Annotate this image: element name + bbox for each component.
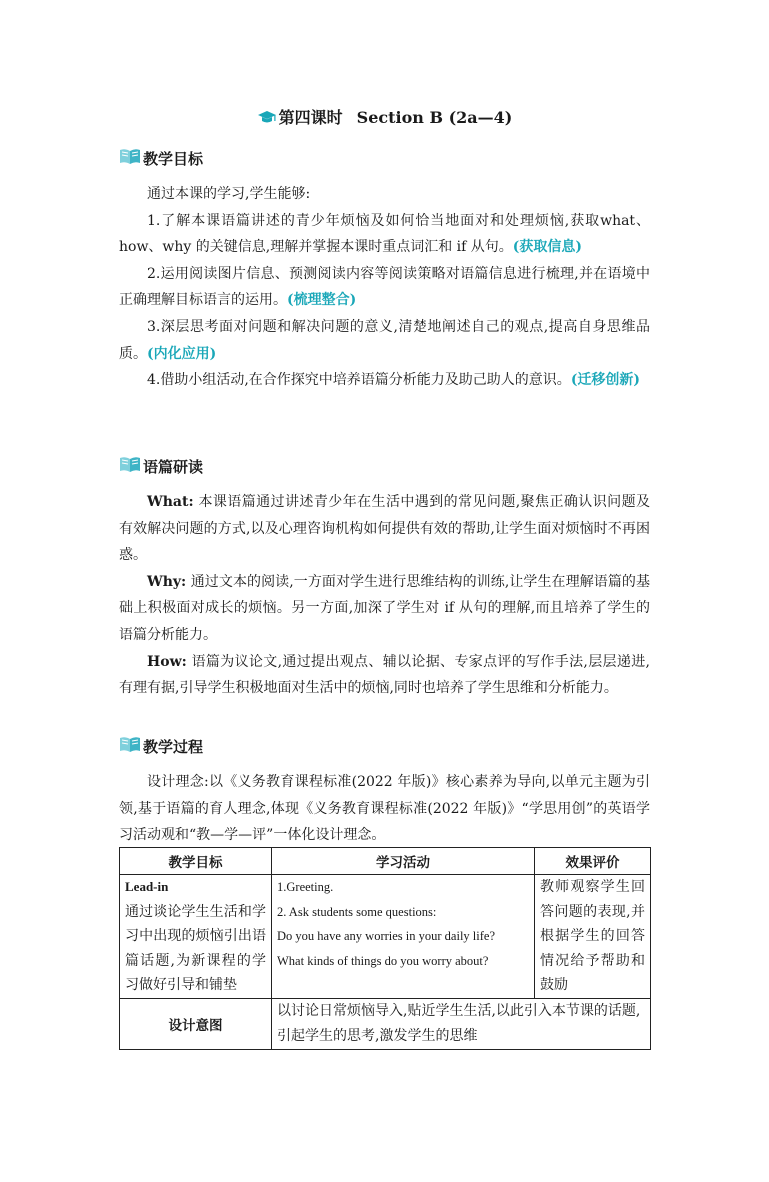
objective-tag-4: (迁移创新) (570, 372, 641, 389)
objectives-intro: 通过本课的学习,学生能够: (147, 186, 311, 202)
process-block (119, 769, 650, 849)
evaluation-cell: 教师观察学生回答问题的表现,并根据学生的回答情况给予帮助和鼓励 (535, 875, 651, 999)
design-intent-text: 以讨论日常烦恼导入,贴近学生生活,以此引入本节课的话题,引起学生的思考,激发学生的思维 (272, 998, 651, 1049)
title-en: Section B (2a—4) (356, 108, 513, 127)
activity-line: 2. Ask students some questions: (277, 904, 437, 919)
objective-item-3: 3.深层思考面对问题和解决问题的意义,清楚地阐述自己的观点,提高自身思维品质。(内化应用) (119, 318, 650, 362)
activity-line: What kinds of things do you worry about? (277, 953, 489, 968)
objectives-heading: 教学目标 (143, 150, 204, 168)
section-heading-analysis (119, 455, 203, 479)
objective-tag-1: (获取信息) (512, 239, 583, 256)
analysis-how: How: 语篇为议论文,通过提出观点、辅以论据、专家点评的写作手法,层层递进,有理有据,引导学生积极地面对生活中的烦恼,同时也培养了学生思维和分析能力。 (119, 653, 650, 697)
process-heading: 教学过程 (143, 738, 204, 756)
activity-line: 1.Greeting. (277, 880, 334, 894)
objective-tag-2: (梳理整合) (287, 292, 357, 309)
analysis-what: What: 本课语篇通过讲述青少年在生活中遇到的常见问题,聚焦正确认识问题及有效解决问题的方式,以及心理咨询机构如何提供有效的帮助,让学生面对烦恼时不再困惑。 (119, 494, 650, 564)
section-heading-process (119, 735, 203, 759)
design-concept: 设计理念:以《义务教育课程标准(2022 年版)》核心素养为导向,以单元主题为引领,基于语篇的育人理念,体现《义务教育课程标准(2022 年版)》“学思用创”的英语学习活动观和“教—学—评”一体化设计理念。 (119, 774, 650, 844)
objectives-block (119, 181, 650, 394)
page-title (0, 104, 769, 135)
table-header-row (120, 848, 651, 875)
table-header: 效果评价 (535, 848, 651, 875)
stage-label: Lead-in (125, 879, 169, 894)
graduation-cap-icon (257, 107, 277, 135)
lesson-table (119, 847, 651, 1050)
table-header: 教学目标 (120, 848, 272, 875)
objective-item-4: 4.借助小组活动,在合作探究中培养语篇分析能力及助己助人的意识。(迁移创新) (147, 372, 641, 389)
open-book-icon (119, 146, 141, 173)
open-book-icon (119, 454, 141, 481)
activity-line: Do you have any worries in your daily life? (277, 929, 495, 943)
analysis-block (119, 489, 650, 702)
analysis-heading: 语篇研读 (143, 458, 204, 476)
open-book-icon (119, 734, 141, 761)
section-heading-objectives (119, 147, 203, 171)
objective-tag-3: (内化应用) (147, 345, 217, 362)
goal-cell (120, 875, 272, 999)
title-cn: 第四课时 (278, 108, 343, 127)
activity-cell (272, 875, 535, 999)
goal-text: 通过谈论学生生活和学习中出现的烦恼引出语篇话题,为新课程的学习做好引导和铺垫 (125, 903, 266, 993)
objective-item-1: 1.了解本课语篇讲述的青少年烦恼及如何恰当地面对和处理烦恼,获取what、how、why 的关键信息,理解并掌握本课时重点词汇和 if 从句。(获取信息) (119, 212, 650, 256)
analysis-why: Why: 通过文本的阅读,一方面对学生进行思维结构的训练,让学生在理解语篇的基础上积极面对成长的烦恼。另一方面,加深了学生对 if 从句的理解,而且培养了学生的语篇分析能力。 (119, 573, 650, 643)
objective-item-2: 2.运用阅读图片信息、预测阅读内容等阅读策略对语篇信息进行梳理,并在语境中正确理解目标语言的运用。(梳理整合) (119, 265, 650, 309)
table-row (120, 875, 651, 999)
table-row (120, 998, 651, 1049)
table-header: 学习活动 (272, 848, 535, 875)
design-intent-label: 设计意图 (120, 998, 272, 1049)
